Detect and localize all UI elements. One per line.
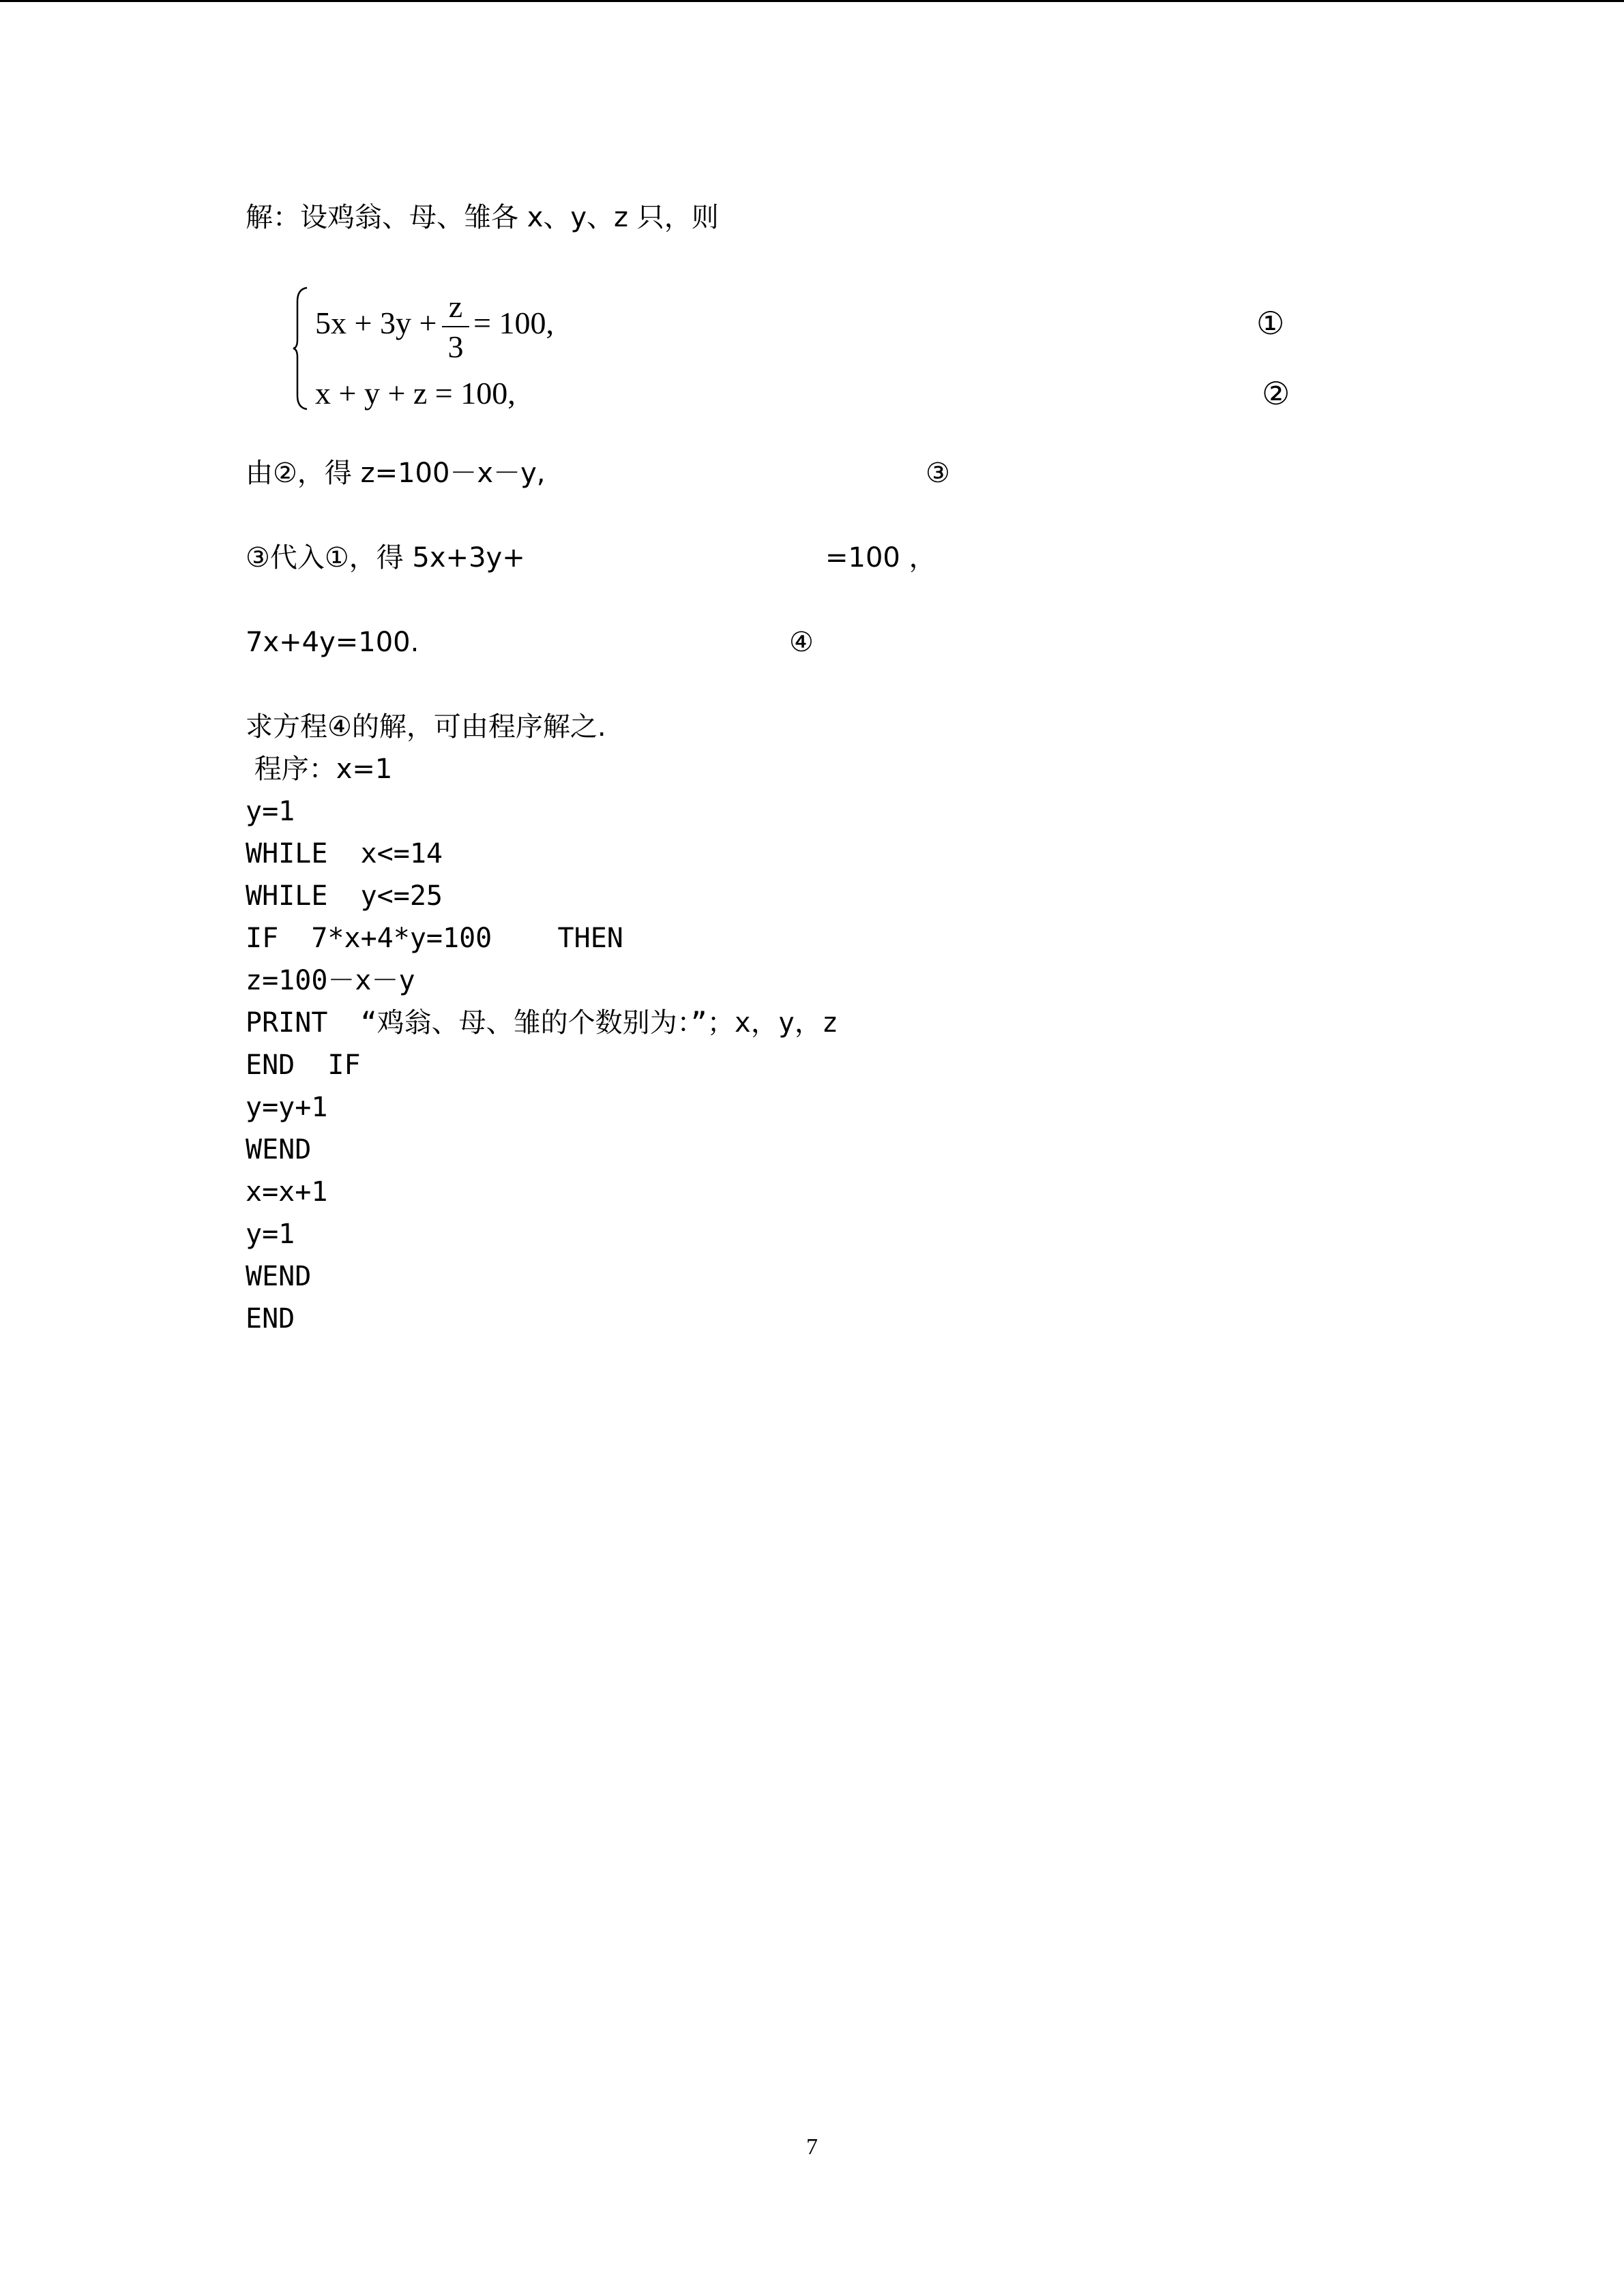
equation-1-rhs: = 100, bbox=[473, 305, 554, 340]
fraction-denominator: 3 bbox=[447, 329, 464, 364]
step-2-rhs: =100 ， bbox=[825, 542, 936, 573]
code-line: x=x+1 bbox=[246, 1176, 328, 1208]
code-line: END IF bbox=[246, 1049, 361, 1081]
step-1-marker: ③ bbox=[926, 458, 950, 489]
equation-2-marker: ② bbox=[1262, 375, 1290, 412]
page-number: 7 bbox=[806, 2134, 818, 2160]
step-1-text: 由②，得 z=100－x－y, bbox=[246, 458, 546, 489]
step-3-marker: ④ bbox=[789, 627, 814, 658]
code-line: y=1 bbox=[246, 796, 295, 827]
program-label: 程序：x=1 bbox=[246, 754, 393, 785]
equation-1-lhs: 5x + 3y + bbox=[315, 305, 437, 340]
fraction-numerator: z bbox=[448, 289, 463, 324]
page-top-border bbox=[0, 0, 1624, 2]
equation-1-marker: ① bbox=[1256, 305, 1285, 342]
code-line: IF 7*x+4*y=100 THEN bbox=[246, 923, 623, 954]
code-line: END bbox=[246, 1303, 295, 1335]
code-line: WEND bbox=[246, 1261, 312, 1292]
left-brace bbox=[292, 286, 312, 411]
step-2-text: ③代入①，得 5x+3y+ bbox=[246, 542, 525, 573]
step-4-text: 求方程④的解，可由程序解之. bbox=[246, 711, 606, 743]
code-line: WHILE x<=14 bbox=[246, 838, 443, 869]
code-line: WEND bbox=[246, 1134, 312, 1165]
code-line: z=100－x－y bbox=[246, 965, 415, 996]
equation-2: x + y + z = 100, bbox=[315, 376, 516, 411]
code-line: PRINT “鸡翁、母、雏的个数别为：”；x，y，z bbox=[246, 1007, 838, 1039]
fraction-bar bbox=[442, 326, 469, 327]
code-line: y=y+1 bbox=[246, 1092, 328, 1123]
solution-intro: 解：设鸡翁、母、雏各 x、y、z 只，则 bbox=[246, 202, 719, 233]
code-line: WHILE y<=25 bbox=[246, 880, 443, 912]
step-3-text: 7x+4y=100. bbox=[246, 627, 419, 658]
code-line: y=1 bbox=[246, 1219, 295, 1250]
